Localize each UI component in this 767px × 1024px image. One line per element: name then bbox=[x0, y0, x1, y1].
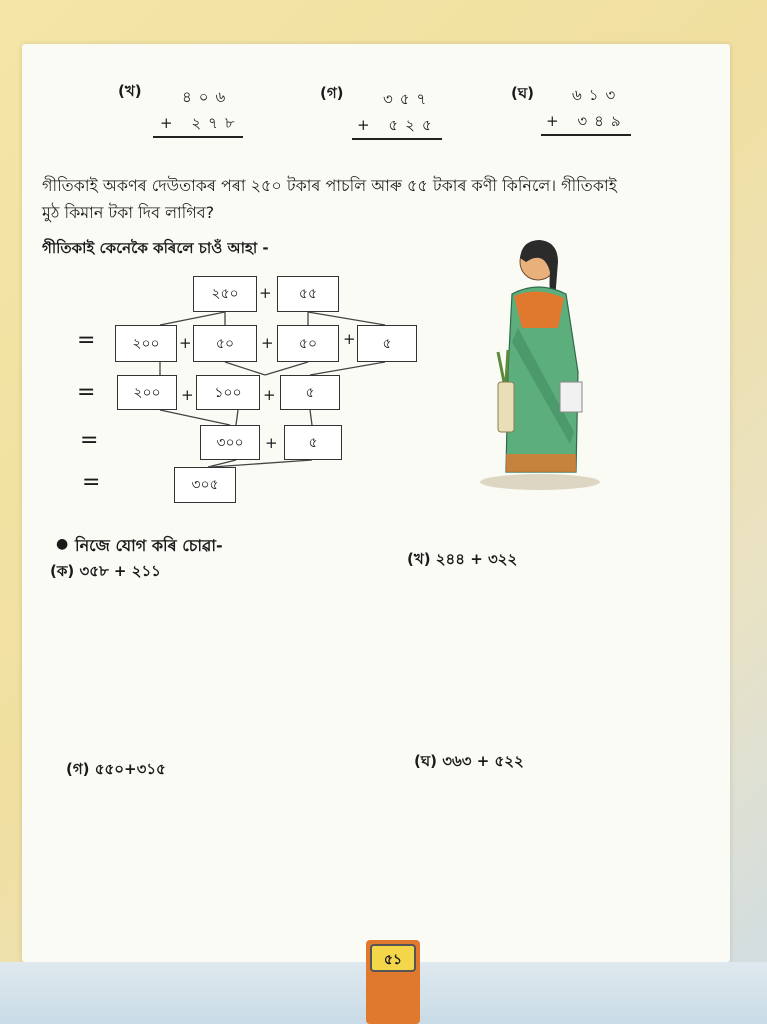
plus-sign: + bbox=[263, 386, 276, 404]
equals-sign: = bbox=[82, 470, 101, 495]
problem-label: (খ) bbox=[118, 82, 142, 100]
practice-item-expression: ৩৬৩ + ৫২২ bbox=[442, 752, 524, 770]
diagram-box-300: ৩০০ bbox=[200, 425, 260, 460]
diagram-box-50: ৫০ bbox=[193, 325, 257, 362]
practice-item-label: (ক) bbox=[50, 562, 75, 580]
equals-sign: = bbox=[77, 328, 96, 353]
practice-item-label: (ঘ) bbox=[414, 752, 437, 770]
diagram-box-250: ২৫০ bbox=[193, 276, 257, 312]
plus-sign: + bbox=[261, 334, 274, 352]
problem-top-number: ৪০৬ bbox=[182, 88, 233, 106]
problem-label: (গ) bbox=[320, 84, 344, 102]
practice-item-ka bbox=[50, 560, 161, 585]
practice-item-kha bbox=[407, 548, 517, 573]
diagram-box-5: ৫ bbox=[357, 325, 417, 362]
diagram-box-5b: ৫ bbox=[280, 375, 340, 410]
plus-sign: + bbox=[181, 386, 194, 404]
practice-heading: নিজে যোগ কৰি চোৱা- bbox=[75, 536, 223, 555]
method-heading: গীতিকাই কেনেকৈ কৰিলে চাওঁ আহা - bbox=[42, 239, 269, 257]
problem-bottom-number: + ২৭৮ bbox=[160, 114, 242, 132]
page-number: ৫১ bbox=[370, 944, 416, 972]
problem-bottom-number: + ৩৪৯ bbox=[546, 112, 628, 130]
bullet-icon: ● bbox=[56, 536, 69, 552]
word-problem-line-1: গীতিকাই অকণৰ দেউতাকৰ পৰা ২৫০ টকাৰ পাচলি আৰু ৫৫ টকাৰ কণী কিনিলে। গীতিকাই bbox=[42, 176, 617, 195]
diagram-box-305: ৩০৫ bbox=[174, 467, 236, 503]
diagram-box-200: ২০০ bbox=[115, 325, 177, 362]
plus-sign: + bbox=[343, 330, 356, 348]
equals-sign: = bbox=[77, 380, 96, 405]
problem-top-number: ৩৫৭ bbox=[383, 90, 434, 108]
diagram-box-100: ১০০ bbox=[196, 375, 260, 410]
practice-item-ga bbox=[66, 758, 166, 783]
diagram-box-5c: ৫ bbox=[284, 425, 342, 460]
woman-in-saree-illustration bbox=[478, 232, 608, 494]
diagram-box-55: ৫৫ bbox=[277, 276, 339, 312]
problem-label: (ঘ) bbox=[511, 84, 534, 102]
equals-sign: = bbox=[80, 428, 99, 453]
practice-item-label: (খ) bbox=[407, 550, 431, 568]
practice-item-label: (গ) bbox=[66, 760, 90, 778]
diagram-box-50b: ৫০ bbox=[277, 325, 339, 362]
practice-item-expression: ৩৫৮ + ২১১ bbox=[79, 562, 161, 580]
practice-item-gha bbox=[414, 750, 524, 775]
diagram-box-200b: ২০০ bbox=[117, 375, 177, 410]
practice-item-expression: ২৪৪ + ৩২২ bbox=[435, 550, 518, 568]
plus-sign: + bbox=[265, 434, 278, 452]
plus-sign: + bbox=[259, 284, 272, 302]
plus-sign: + bbox=[179, 334, 192, 352]
problem-bottom-number: + ৫২৫ bbox=[357, 116, 439, 134]
word-problem-line-2: মুঠ কিমান টকা দিব লাগিব? bbox=[42, 203, 215, 222]
problem-top-number: ৬১৩ bbox=[572, 86, 623, 104]
practice-item-expression: ৫৫০+৩১৫ bbox=[94, 760, 166, 778]
